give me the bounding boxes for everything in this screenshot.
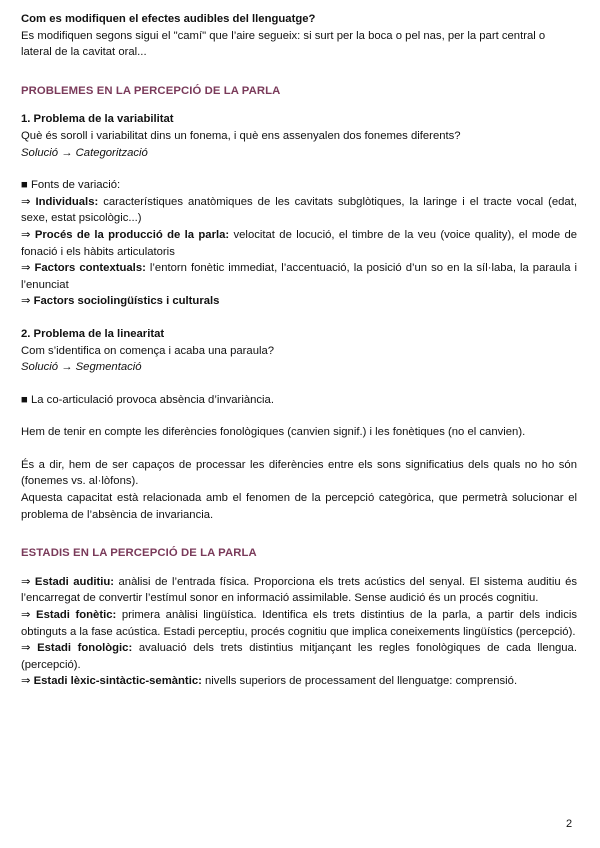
problem1-bullet: ■ Fonts de variació: xyxy=(21,179,121,192)
variation-source-contextual xyxy=(21,260,577,293)
arrow-icon: ⇒ xyxy=(21,262,31,275)
problem2-question: Com s’identifica on comença i acaba una paraula? xyxy=(21,344,275,357)
page-number: 2 xyxy=(566,818,573,830)
arrow-icon: ⇒ xyxy=(21,575,31,588)
problem2-paragraph: És a dir, hem de ser capaços de processar les diferències entre els sons significatius dels quals no ho són (fonemes vs. al·lòfons). xyxy=(21,458,577,488)
variation-label: Factors contextuals: xyxy=(34,262,146,275)
arrow-icon: ⇒ xyxy=(21,295,31,308)
stage-text: anàlisi de l’entrada física. Proporciona els trets acústics del senyal. El sistema auditiu és l’encarregat de convertir l’estímul sonor en informació assimilable. Sense audició és un procés cognitiu. xyxy=(21,575,577,605)
variation-label: Individuals: xyxy=(35,195,99,208)
section-heading-problems: PROBLEMES EN LA PERCEPCIÓ DE LA PARLA xyxy=(21,84,281,97)
variation-source-individuals xyxy=(21,194,577,227)
variation-text: característiques anatòmiques de les cavitats subglòtiques, la laringe i el tracte vocal (edat, sexe, estat psicològic...) xyxy=(21,195,577,225)
variation-label: Factors sociolingüístics i culturals xyxy=(33,295,220,308)
arrow-icon: ⇒ xyxy=(21,675,31,688)
stage-text: avaluació dels trets distintius mitjançant les regles fonològiques de cada llengua. (percepció). xyxy=(21,642,577,671)
intro-answer: Es modifiquen segons sigui el "camí" que l’aire segueix: si surt per la boca o pel nas, per la part central o lateral de la cavitat oral... xyxy=(21,29,546,59)
section-heading-stages: ESTADIS EN LA PERCEPCIÓ DE LA PARLA xyxy=(21,547,257,560)
variation-source-production xyxy=(21,227,577,260)
stage-label: Estadi fonològic: xyxy=(37,642,133,655)
problem1-solution: Solució → Categorització xyxy=(21,146,148,159)
problem2-title: 2. Problema de la linearitat xyxy=(21,327,165,340)
stage-auditory xyxy=(21,574,577,607)
arrow-icon: ⇒ xyxy=(21,228,31,241)
arrow-icon: ⇒ xyxy=(21,195,31,208)
variation-text: l’entorn fonètic immediat, l’accentuació, la posició d’un so en la síl·laba, la paraula i l’enunciat xyxy=(21,262,578,291)
intro-question: Com es modifiquen el efectes audibles del llenguatge? xyxy=(21,13,316,25)
stage-text: primera anàlisi lingüística. Identifica els trets distintius de la parla, a partir dels indicis obtinguts a la fase acústica. Estadi perceptiu, procés cognitiu que implica coneixements lingüístics (percepció). xyxy=(21,609,578,638)
arrow-icon: ⇒ xyxy=(21,609,31,622)
stage-label: Estadi lèxic-sintàctic-semàntic: xyxy=(33,675,202,688)
stage-label: Estadi auditiu: xyxy=(34,575,115,588)
stage-lexical xyxy=(21,673,577,690)
variation-source-sociolinguistic xyxy=(21,293,577,310)
stage-text: nivells superiors de processament del llenguatge: comprensió. xyxy=(201,675,518,688)
variation-label: Procés de la producció de la parla: xyxy=(34,228,230,241)
stage-phonological xyxy=(21,640,577,673)
problem2-solution: Solució → Segmentació xyxy=(21,361,142,374)
stage-phonetic xyxy=(21,607,577,640)
variation-text: velocitat de locució, el timbre de la veu (voice quality), el mode de fonació i els hàbits articulatoris xyxy=(21,228,578,258)
stage-label: Estadi fonètic: xyxy=(36,609,117,622)
problem1-title: 1. Problema de la variabilitat xyxy=(21,113,174,126)
arrow-icon: ⇒ xyxy=(21,642,31,655)
problem1-question: Què és soroll i variabilitat dins un fonema, i què ens assenyalen dos fonemes diferents? xyxy=(21,129,461,142)
problem2-paragraph: Aquesta capacitat està relacionada amb el fenomen de la percepció categòrica, que permetrà solucionar el problema de l’absència de invariancia. xyxy=(21,492,577,521)
problem2-paragraph: Hem de tenir en compte les diferències fonològiques (canvien signif.) i les fonètiques (no el canvien). xyxy=(21,426,526,439)
document-page xyxy=(21,11,577,690)
problem2-bullet: ■ La co-articulació provoca absència d’invariància. xyxy=(21,393,274,406)
